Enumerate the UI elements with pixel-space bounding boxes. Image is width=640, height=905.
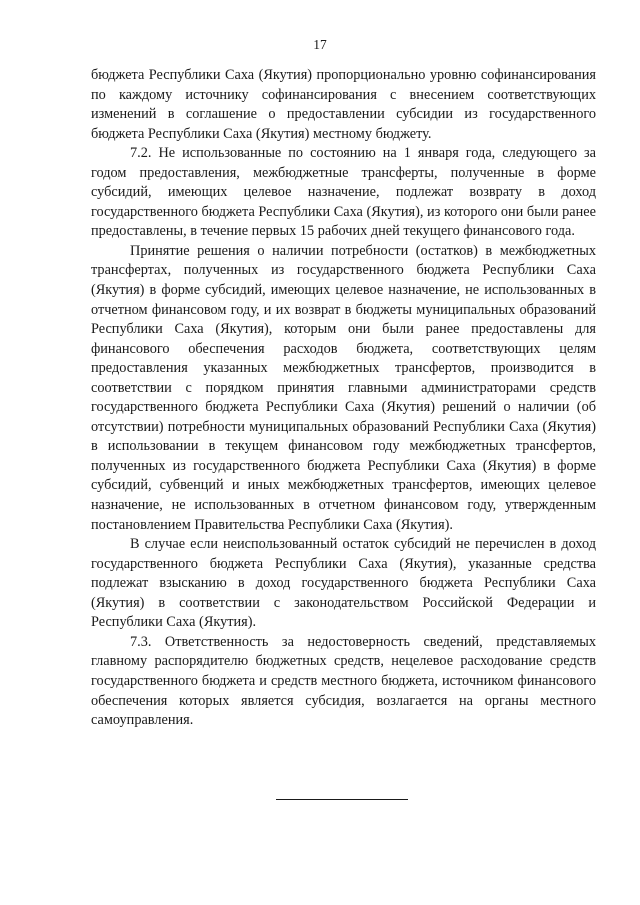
paragraph-decision-on-remainders: Принятие решения о наличии потребности (остатков) в межбюджетных трансфертах, полученных из государственного бюджета Республики Саха (Якутия) в форме субсидий, имеющих целевое назначение, не использованных в отчетном финансовом году, и их возврат в бюджеты муниципальных образований Республики Саха (Якутия), которым они были ранее предоставлены для финансового обеспечения расходов бюджета, соответствующих целям предоставления указанных межбюджетных трансфертов, производится в соответствии с порядком принятия главными администраторами средств государственного бюджета Республики Саха (Якутия) решений о наличии (об отсутствии) потребности муниципальных образований Республики Саха (Якутия) в использовании в текущем финансовом году межбюджетных трансфертов, полученных из государственного бюджета Республики Саха (Якутия) в форме субсидий, субвенций и иных межбюджетных трансфертов, имеющих целевое назначение, не использованных в отчетном финансовом году, утвержденным постановлением Правительства Республики Саха (Якутия).: [91, 242, 596, 533]
paragraph-clause-7-2: 7.2. Не использованные по состоянию на 1 января года, следующего за годом предоставления, межбюджетные трансферты, полученные в форме субсидий, имеющих целевое назначение, подлежат возврату в доход государственного бюджета Республики Саха (Якутия), из которого они были ранее предоставлены, в течение первых 15 рабочих дней текущего финансового года.: [91, 145, 596, 240]
document-body: [91, 66, 596, 731]
paragraph-recovery-of-unused-balance: В случае если неиспользованный остаток субсидий не перечислен в доход государственного бюджета Республики Саха (Якутия), указанные средства подлежат взысканию в доход государственного бюджета Республики Саха (Якутия) в соответствии с законодательством Российской Федерации и Республики Саха (Якутия).: [91, 536, 596, 631]
end-of-text-rule: [276, 799, 408, 800]
paragraph-clause-7-3: 7.3. Ответственность за недостоверность сведений, представляемых главному распорядителю бюджетных средств, нецелевое расходование средств государственного бюджета и средств местного бюджета, источником финансового обеспечения которых является субсидия, возлагается на органы местного самоуправления.: [91, 633, 596, 729]
page-number: 17: [313, 37, 327, 52]
paragraph-continuation: бюджета Республики Саха (Якутия) пропорционально уровню софинансирования по каждому источнику софинансирования с внесением соответствующих изменений в соглашение о предоставлении субсидии из государственного бюджета Республики Саха (Якутия) местному бюджету.: [91, 67, 596, 142]
